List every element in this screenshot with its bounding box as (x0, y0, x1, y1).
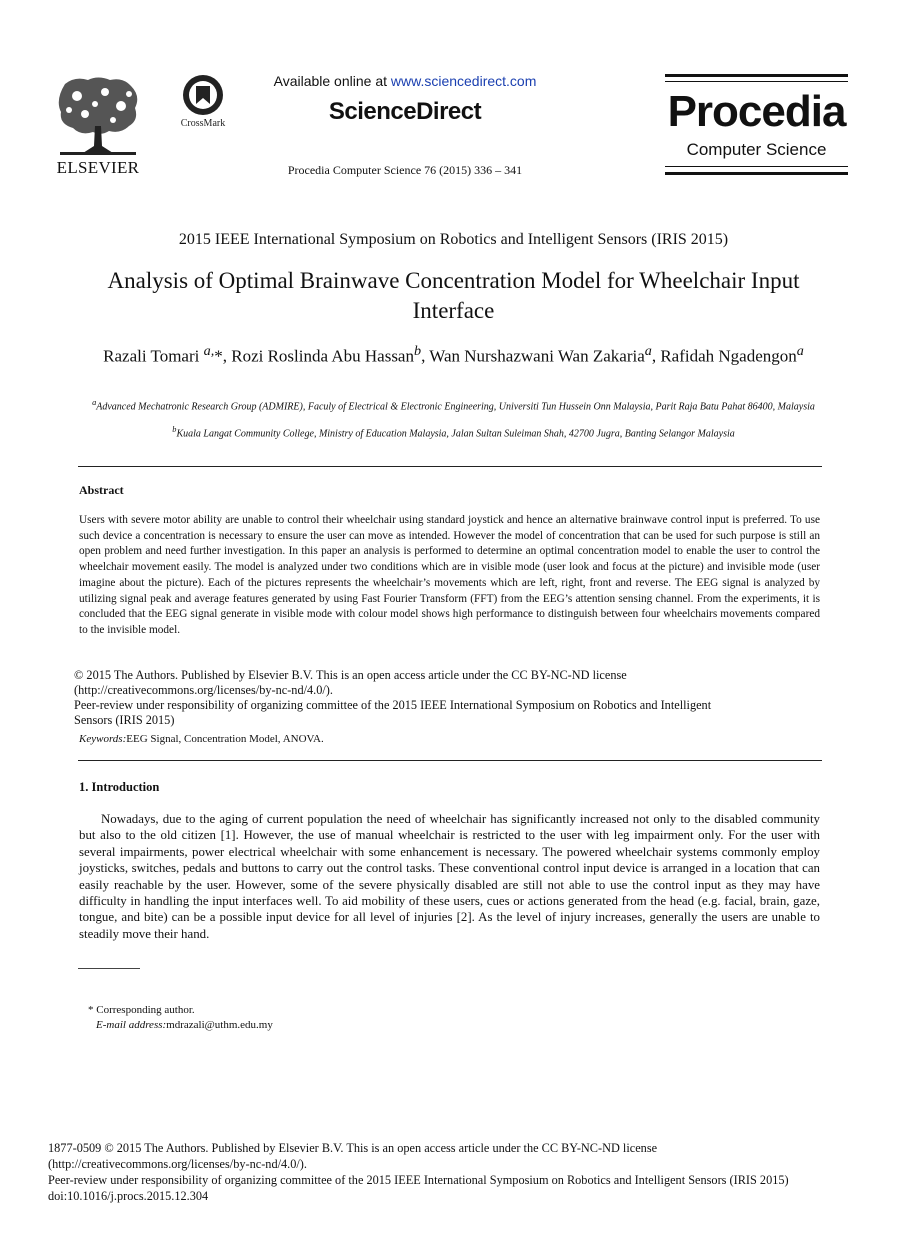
footer-doi[interactable]: doi:10.1016/j.procs.2015.12.304 (48, 1189, 209, 1203)
author-name: Wan Nurshazwani Wan Zakaria (429, 346, 645, 366)
license-link[interactable]: (http://creativecommons.org/licenses/by-nc-nd/4.0/). (74, 683, 333, 697)
crossmark-label: CrossMark (180, 118, 226, 129)
sciencedirect-link[interactable]: www.sciencedirect.com (390, 73, 537, 89)
abstract-top-rule (78, 466, 822, 467)
corresponding-author-note: * Corresponding author. (88, 1004, 195, 1016)
conference-name: 2015 IEEE International Symposium on Robotics and Intelligent Sensors (IRIS 2015) (178, 231, 729, 248)
journal-reference: Procedia Computer Science 76 (2015) 336 – 341 (287, 163, 523, 177)
affiliation-text: Advanced Mechatronic Research Group (ADMIRE), Faculy of Electrical & Electronic Engineering, Universiti Tun Hussein Onn Malaysia, Parit Raja Batu Pahat 86400, Malaysia (96, 401, 815, 413)
abstract-heading: Abstract (79, 483, 124, 497)
affiliation-b (80, 425, 827, 439)
author-separator: *, (214, 346, 232, 366)
affiliation-text: Kuala Langat Community College, Ministry of Education Malaysia, Jalan Sultan Suleiman Shah, 42700 Jugra, Banting Selangor Malaysia (176, 428, 735, 440)
section-heading-introduction: 1. Introduction (79, 780, 160, 794)
introduction-paragraph: Nowadays, due to the aging of current population the need of wheelchair has significantly increased not only to the disabled community but also to the old citizen [1]. However, the use of manual wheelchair is restricted to the user with leg impairment only. For the user with several impairments, power electrical wheelchair with some enhancement is necessary. The powered wheelchair systems commonly employ joysticks, switches, pedals and buttons to carry out the control tasks. These conventional control input device is arranged in a location that can easily reachable by the user. However, some of the severe physically disabled are still not able to use the control input as they may have difficulty in handling the input interfaces well. To aid mobility of these users, cues or actions generated from the head (e.g. facial, brain, gaze, tongue, and bite) can be a possible input device for all level of injuries [2]. As the level of injury increases, generally the users are unable to steadily move their hand. (79, 812, 820, 941)
page-footer (48, 1140, 868, 1204)
author-name: Rozi Roslinda Abu Hassan (231, 346, 414, 366)
author-name: Razali Tomari (103, 346, 204, 366)
author-affiliation-mark: a (644, 343, 652, 359)
email-label: E-mail address: (96, 1019, 167, 1031)
author-separator: , (651, 346, 661, 366)
author-affiliation-mark: b (413, 343, 422, 359)
footer-issn-line: 1877-0509 © 2015 The Authors. Published by Elsevier B.V. This is an open access article under the CC BY-NC-ND license (48, 1141, 658, 1155)
paper-title: Analysis of Optimal Brainwave Concentration Model for Wheelchair Input Interface (107, 268, 800, 323)
affiliation-mark: b (172, 425, 177, 434)
keywords-list: EEG Signal, Concentration Model, ANOVA. (126, 733, 324, 745)
abstract-body: Users with severe motor ability are unable to control their wheelchair using standard joystick and hence an alternative brainwave control input is preferred. To use such device a concentration is necessary to ensure the user can move as intended. However the model of concentration that can be used for such purpose is still an open problem and need further investigation. In this paper an analysis is performed to determine an optimal concentration model to enable the user to control the wheelchair movement easily. The model is analyzed under two conditions which are in visible mode (user look and focus at the picture) and invisible mode (user imagine about the picture). Each of the pictures represents the wheelchair’s movements which are left, right, front and reverse. The EEG signal is analyzed by utilizing signal peak and average features generated by using Fast Fourier Transform (FFT) from the EEG’s attention sensing channel. From the experiments, it is concluded that the EEG signal generate in visible mode with colour model shows high performance to distinguish between four wheelchairs movements compared to the invisible model. (79, 514, 820, 636)
logo-top-thin-rule (665, 81, 848, 82)
author-separator: , (421, 346, 430, 366)
email-address[interactable]: mdrazali@uthm.edu.my (166, 1019, 273, 1031)
license-line: © 2015 The Authors. Published by Elsevier B.V. This is an open access article under the CC BY-NC-ND license (74, 668, 627, 682)
license-line: Peer-review under responsibility of organizing committee of the 2015 IEEE International Symposium on Robotics and Intelligent (74, 698, 712, 712)
logo-top-rule (665, 74, 848, 77)
author-affiliation-mark: a, (203, 343, 215, 359)
keywords (79, 733, 820, 745)
author-list (90, 340, 817, 368)
footnote-rule (78, 968, 140, 969)
affiliation-mark: a (92, 398, 97, 407)
logo-bottom-rule (665, 172, 848, 175)
keywords-label: Keywords: (79, 733, 127, 745)
elsevier-tree-icon (55, 76, 141, 156)
elsevier-logo (50, 76, 146, 176)
availability-line (240, 73, 570, 89)
license-line: Sensors (IRIS 2015) (74, 713, 175, 727)
procedia-logo (665, 74, 848, 176)
author-name: Rafidah Ngadengon (660, 346, 797, 366)
procedia-subtitle: Computer Science (686, 140, 827, 159)
affiliation-a (80, 395, 827, 414)
footer-peer-review: Peer-review under responsibility of organizing committee of the 2015 IEEE International Symposium on Robotics and Intelligent Sensors (IRIS 2015) (48, 1173, 789, 1187)
available-prefix: Available online at (273, 73, 391, 89)
crossmark-icon (182, 74, 224, 116)
publisher-name: ELSEVIER (56, 158, 140, 177)
footer-license-link[interactable]: (http://creativecommons.org/licenses/by-nc-nd/4.0/). (48, 1157, 307, 1171)
corresponding-email (96, 1019, 273, 1031)
license-statement (74, 668, 824, 728)
crossmark-badge[interactable] (172, 74, 234, 134)
procedia-wordmark: Procedia (667, 87, 846, 136)
author-affiliation-mark: a (796, 343, 804, 359)
sciencedirect-wordmark: ScienceDirect (328, 98, 482, 125)
abstract-bottom-rule (78, 760, 822, 761)
logo-bottom-thin-rule (665, 166, 848, 167)
